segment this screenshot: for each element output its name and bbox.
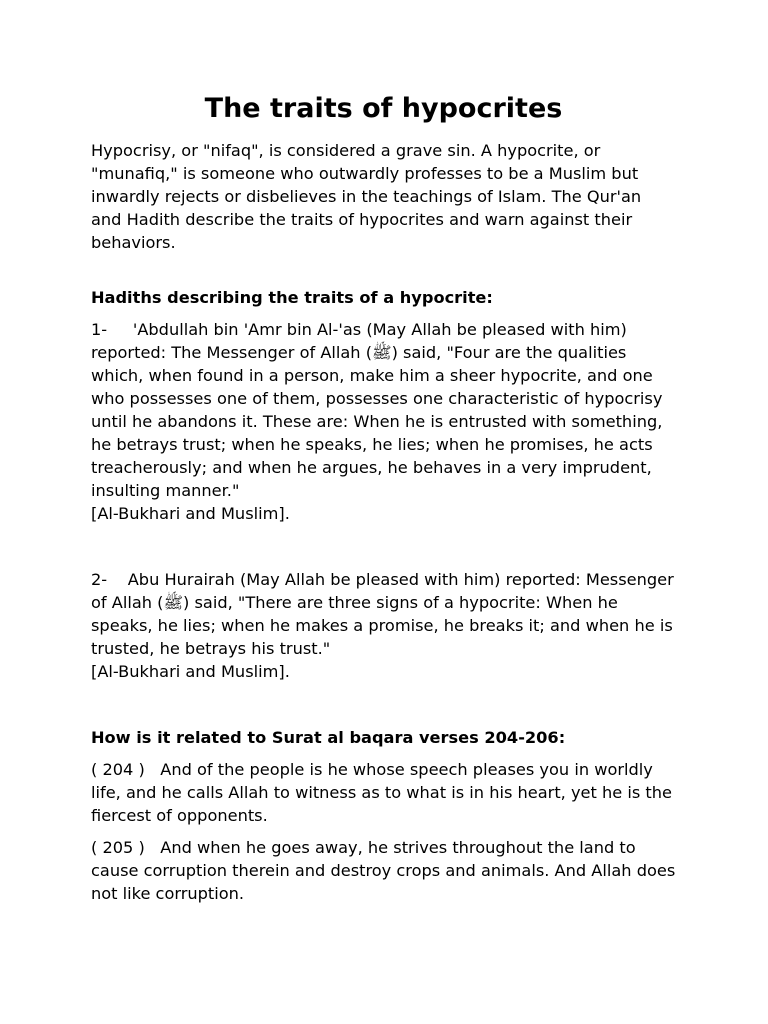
hadith-source: [Al-Bukhari and Muslim]. [91,662,290,681]
hadith-text: 'Abdullah bin 'Amr bin Al-'as (May Allah be pleased with him) reported: The Messenger of Allah (ﷺ) said, "Four are the qualities which, when found in a person, make him a sheer hypocrite, and one who possesses one of them, possesses one characteristic of hypocrisy until he abandons it. These are: When he is entrusted with something, he betrays trust; when he speaks, he lies; when he promises, he acts treacherously; and when he argues, he behaves in a very imprudent, insulting manner." [91,320,663,500]
hadith-number: 2- [91,570,108,589]
hadith-number: 1- [91,320,108,339]
verse-item [91,758,676,827]
verse-item [91,836,676,905]
intro-paragraph: Hypocrisy, or "nifaq", is considered a grave sin. A hypocrite, or "munafiq," is someone who outwardly professes to be a Muslim but inwardly rejects or disbelieves in the teachings of Islam. The Qur'an and Hadith describe the traits of hypocrites and warn against their behaviors. [91,141,642,252]
surah-section-heading: How is it related to Surat al baqara verses 204-206: [91,728,566,747]
hadith-text: Abu Hurairah (May Allah be pleased with him) reported: Messenger of Allah (ﷺ) said, "There are three signs of a hypocrite: When he speaks, he lies; when he makes a promise, he breaks it; and when he is trusted, he betrays his trust." [91,570,674,658]
verse-text: And of the people is he whose speech pleases you in worldly life, and he calls Allah to witness as to what is in his heart, yet he is the fiercest of opponents. [91,760,672,825]
hadith-item [91,568,676,683]
hadith-item [91,318,676,525]
verse-number: ( 205 ) [91,838,145,857]
hadith-section-heading: Hadiths describing the traits of a hypocrite: [91,288,493,307]
hadith-source: [Al-Bukhari and Muslim]. [91,504,290,523]
verse-number: ( 204 ) [91,760,145,779]
document-title: The traits of hypocrites [204,93,563,124]
verse-text: And when he goes away, he strives throughout the land to cause corruption therein and destroy crops and animals. And Allah does not like corruption. [91,838,676,903]
